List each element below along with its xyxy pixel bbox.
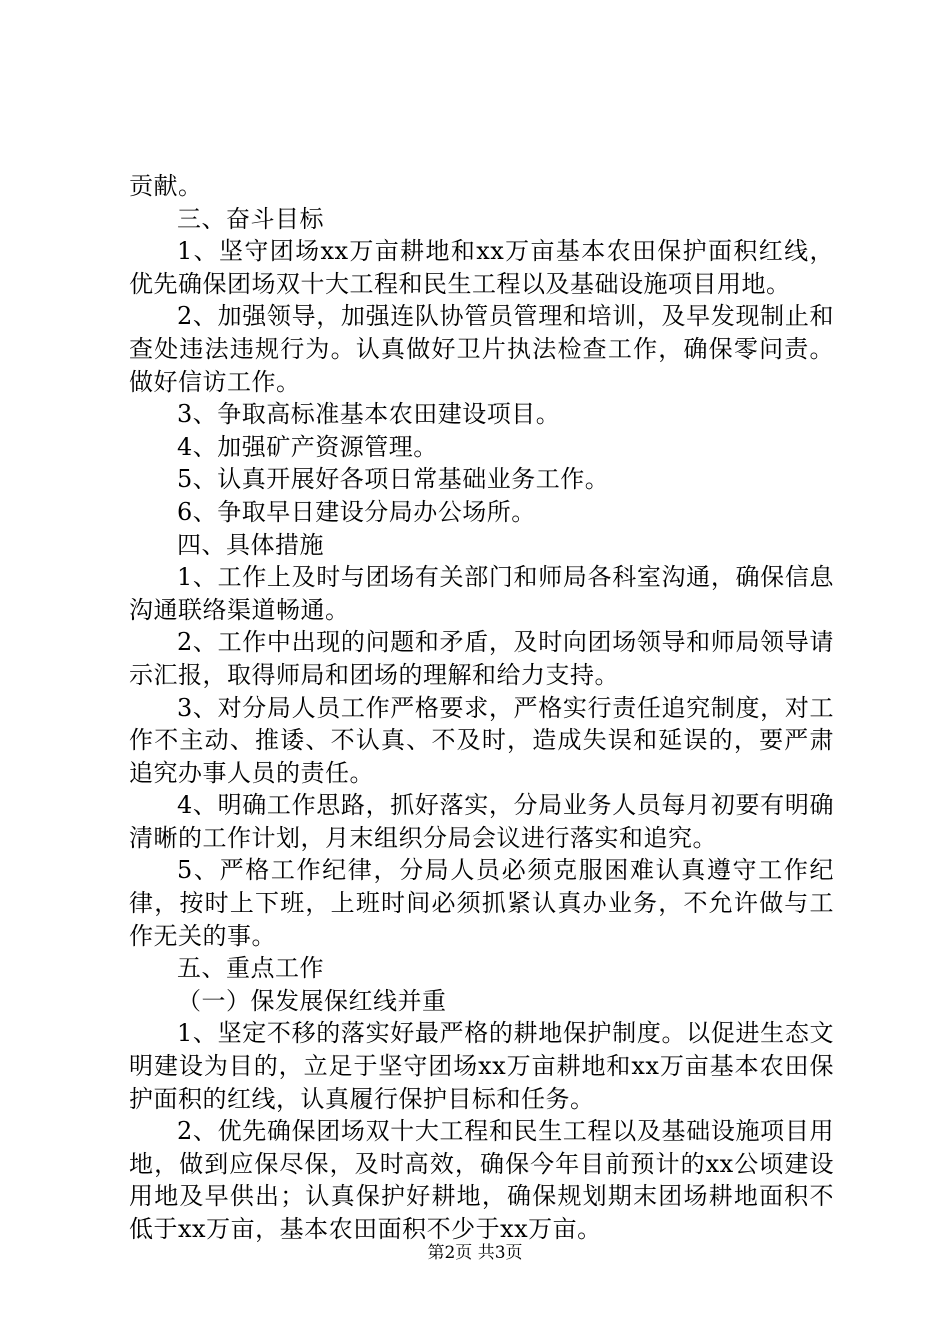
document-body	[129, 170, 834, 1246]
paragraph: 1、坚守团场xx万亩耕地和xx万亩基本农田保护面积红线，优先确保团场双十大工程和民生工程以及基础设施项目用地。	[129, 237, 834, 298]
paragraph: 2、优先确保团场双十大工程和民生工程以及基础设施项目用地，做到应保尽保，及时高效，确保今年目前预计的xx公顷建设用地及早供出；认真保护好耕地，确保规划期末团场耕地面积不低于xx万亩，基本农田面积不少于xx万亩。	[129, 1117, 834, 1243]
paragraph: 5、认真开展好各项日常基础业务工作。	[177, 465, 610, 494]
paragraph: 2、工作中出现的问题和矛盾，及时向团场领导和师局领导请示汇报，取得师局和团场的理解和给力支持。	[129, 628, 834, 689]
paragraph: 6、争取早日建设分局办公场所。	[177, 497, 536, 526]
paragraph: 四、具体措施	[177, 530, 324, 559]
paragraph: 3、对分局人员工作严格要求，严格实行责任追究制度，对工作不主动、推诿、不认真、不及时，造成失误和延误的，要严肃追究办事人员的责任。	[129, 693, 834, 787]
paragraph: 贡献。	[129, 172, 203, 200]
paragraph: （一）保发展保红线并重	[177, 986, 447, 1015]
paragraph: 2、加强领导，加强连队协管员管理和培训，及早发现制止和查处违法违规行为。认真做好卫片执法检查工作，确保零问责。做好信访工作。	[129, 302, 834, 396]
paragraph: 五、重点工作	[177, 954, 324, 983]
paragraph: 5、严格工作纪律，分局人员必须克服困难认真遵守工作纪律，按时上下班，上班时间必须抓紧认真办业务，不允许做与工作无关的事。	[129, 856, 834, 950]
paragraph: 三、奋斗目标	[177, 204, 324, 233]
paragraph: 4、加强矿产资源管理。	[177, 432, 438, 461]
paragraph: 3、争取高标准基本农田建设项目。	[177, 400, 561, 429]
paragraph: 4、明确工作思路，抓好落实，分局业务人员每月初要有明确清晰的工作计划，月末组织分局会议进行落实和追究。	[129, 791, 834, 852]
page-footer: 第2页 共3页	[427, 1243, 523, 1263]
paragraph: 1、坚定不移的落实好最严格的耕地保护制度。以促进生态文明建设为目的，立足于坚守团场xx万亩耕地和xx万亩基本农田保护面积的红线，认真履行保护目标和任务。	[129, 1019, 834, 1113]
paragraph: 1、工作上及时与团场有关部门和师局各科室沟通，确保信息沟通联络渠道畅通。	[129, 563, 834, 624]
